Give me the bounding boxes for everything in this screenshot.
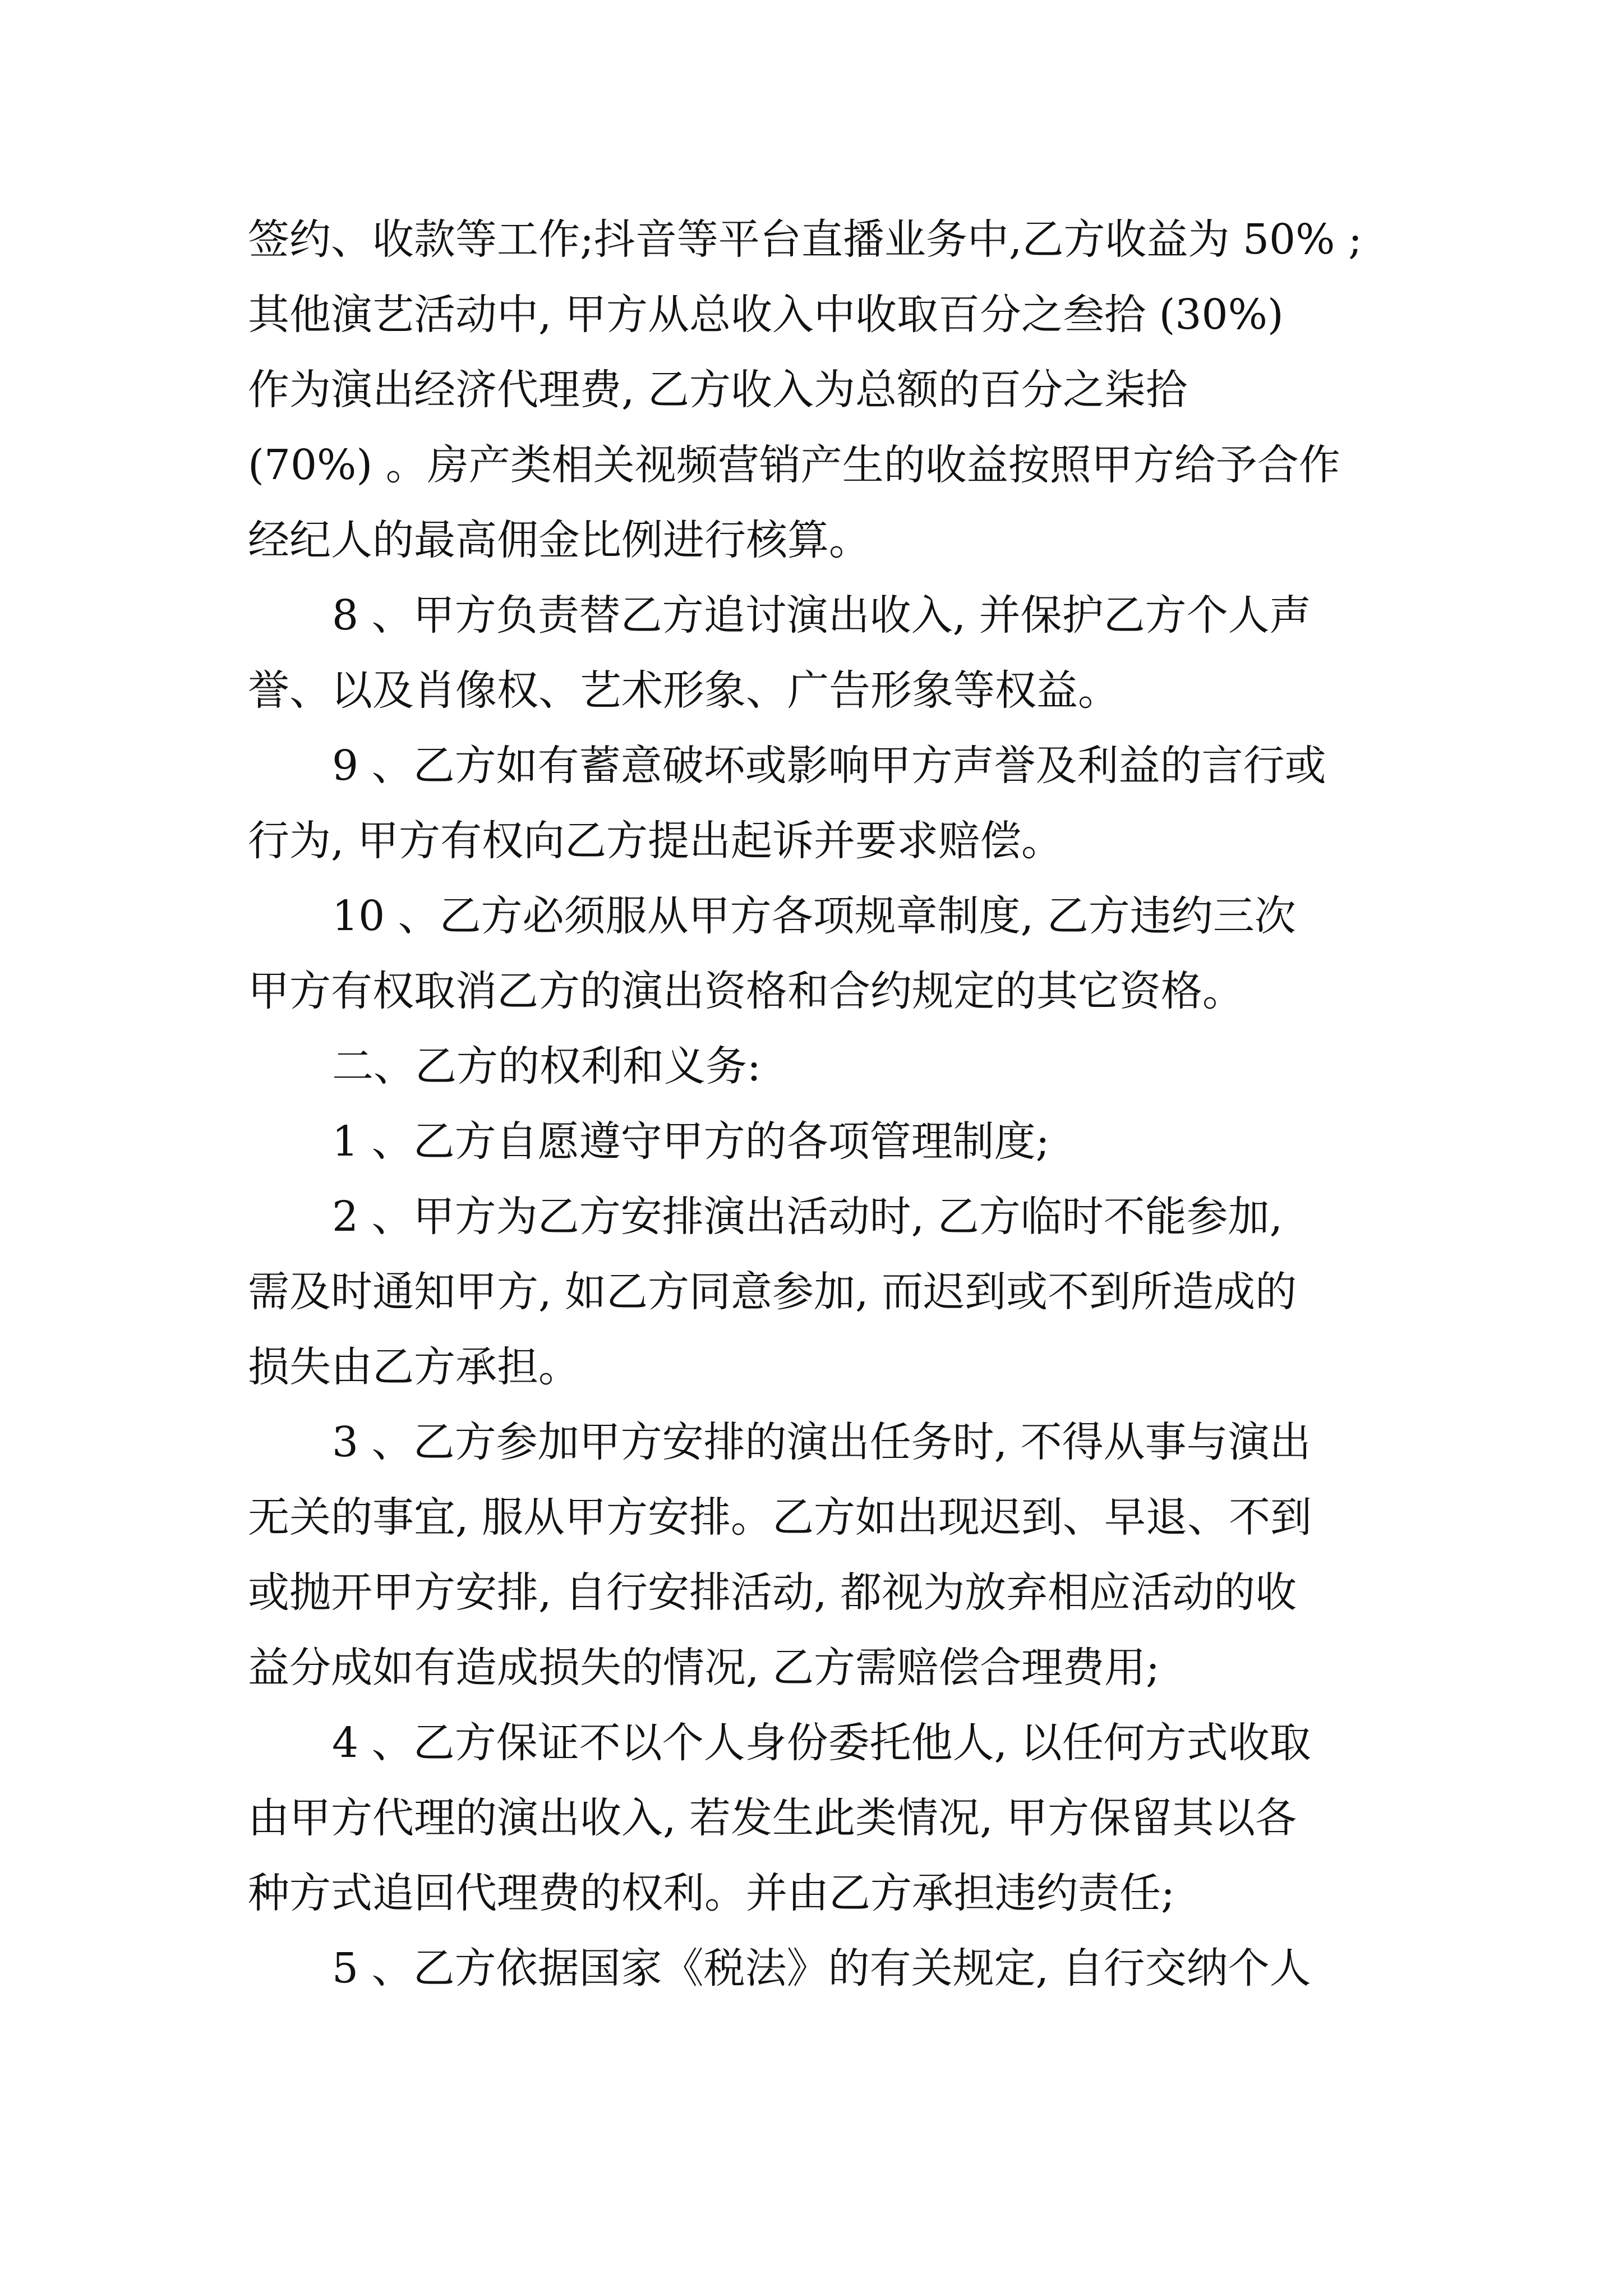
text-line: 8 、甲方负责替乙方追讨演出收入, 并保护乙方个人声 bbox=[332, 591, 1311, 639]
text-line: 甲方有权取消乙方的演出资格和合约规定的其它资格。 bbox=[248, 967, 1244, 1015]
text-line: (70%) 。房产类相关视频营销产生的收益按照甲方给予合作 bbox=[248, 441, 1340, 489]
text-line: 或抛开甲方安排, 自行安排活动, 都视为放弃相应活动的收 bbox=[248, 1568, 1297, 1617]
text-line: 誉、以及肖像权、艺术形象、广告形象等权益。 bbox=[248, 666, 1119, 715]
text-line: 签约、收款等工作;抖音等平台直播业务中,乙方收益为 50% ; bbox=[248, 215, 1362, 264]
text-line: 益分成如有造成损失的情况, 乙方需赔偿合理费用; bbox=[248, 1644, 1160, 1692]
text-line: 4 、乙方保证不以个人身份委托他人, 以任何方式收取 bbox=[332, 1719, 1311, 1767]
text-line: 无关的事宜, 服从甲方安排。乙方如出现迟到、早退、不到 bbox=[248, 1493, 1312, 1542]
text-line: 作为演出经济代理费, 乙方收入为总额的百分之柒拾 bbox=[248, 366, 1188, 414]
text-line: 经纪人的最高佣金比例进行核算。 bbox=[248, 516, 870, 564]
text-line: 1 、乙方自愿遵守甲方的各项管理制度; bbox=[332, 1117, 1050, 1166]
text-line: 9 、乙方如有蓄意破坏或影响甲方声誉及利益的言行或 bbox=[332, 742, 1326, 790]
text-line: 需及时通知甲方, 如乙方同意参加, 而迟到或不到所造成的 bbox=[248, 1268, 1297, 1316]
text-line: 2 、甲方为乙方安排演出活动时, 乙方临时不能参加, bbox=[332, 1193, 1283, 1241]
text-line: 行为, 甲方有权向乙方提出起诉并要求赔偿。 bbox=[248, 817, 1063, 865]
text-line: 其他演艺活动中, 甲方从总收入中收取百分之叁拾 (30%) bbox=[248, 291, 1284, 339]
text-line: 5 、乙方依据国家《税法》的有关规定, 自行交纳个人 bbox=[332, 1944, 1311, 1993]
section-heading: 二、乙方的权利和义务: bbox=[332, 1042, 761, 1091]
text-line: 损失由乙方承担。 bbox=[248, 1343, 580, 1391]
text-line: 种方式追回代理费的权利。并由乙方承担违约责任; bbox=[248, 1869, 1175, 1917]
text-line: 3 、乙方参加甲方安排的演出任务时, 不得从事与演出 bbox=[332, 1418, 1311, 1466]
text-line: 10 、乙方必须服从甲方各项规章制度, 乙方违约三次 bbox=[332, 892, 1296, 940]
text-line: 由甲方代理的演出收入, 若发生此类情况, 甲方保留其以各 bbox=[248, 1794, 1297, 1842]
